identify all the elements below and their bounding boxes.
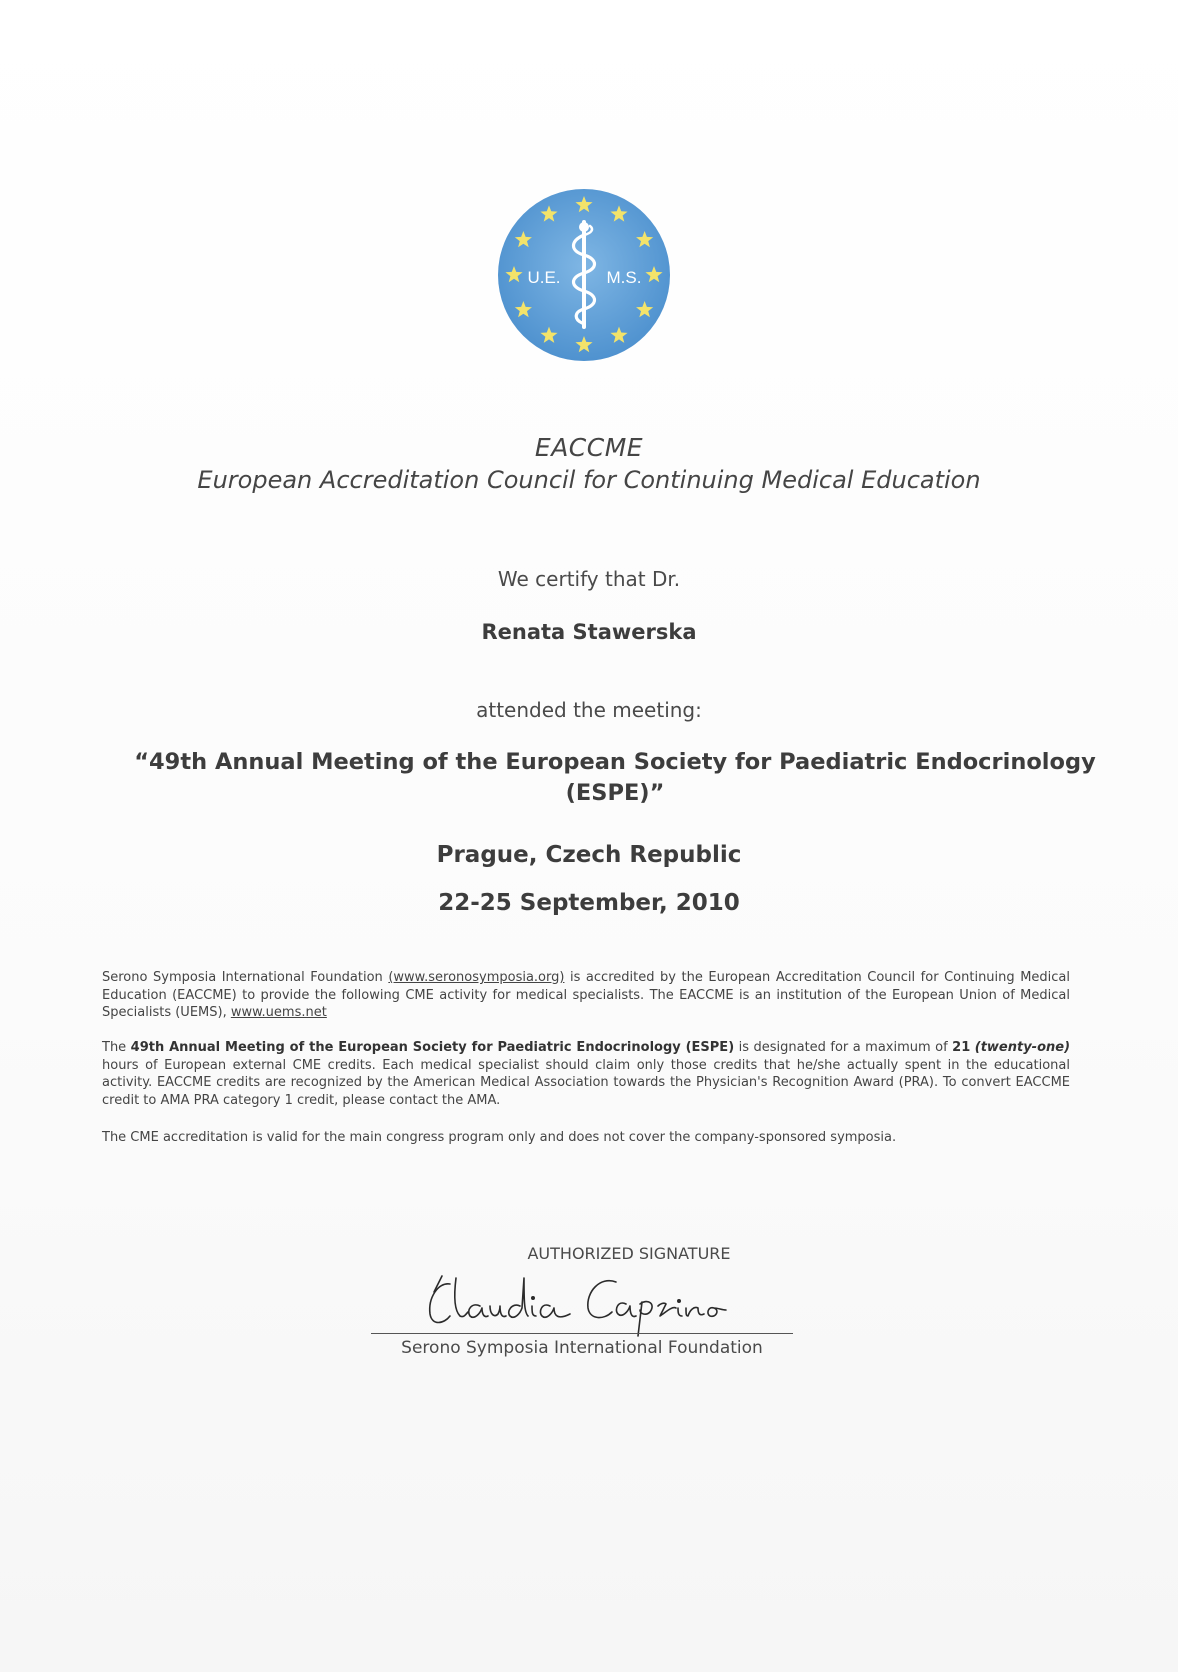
uems-logo bbox=[496, 187, 672, 363]
logo-text-right: M.S. bbox=[606, 268, 642, 287]
meeting-title: “49th Annual Meeting of the European Society for Paediatric Endocrinology (ESPE)” bbox=[134, 749, 1096, 806]
accreditation-paragraph-1 bbox=[102, 969, 1070, 1022]
handwritten-signature bbox=[420, 1258, 730, 1338]
attended-line: attended the meeting: bbox=[476, 698, 702, 722]
signature-organization: Serono Symposia International Foundation bbox=[401, 1338, 763, 1358]
text-segment: Serono Symposia International Foundation bbox=[102, 970, 389, 985]
text-segment: The bbox=[102, 1040, 131, 1055]
org-acronym: EACCME bbox=[534, 433, 644, 462]
org-full-name: European Accreditation Council for Continuing Medical Education bbox=[197, 466, 981, 494]
meeting-location: Prague, Czech Republic bbox=[436, 842, 742, 868]
accreditation-paragraph-2 bbox=[102, 1039, 1070, 1109]
logo-text-left: U.E. bbox=[527, 268, 561, 287]
credit-count: 21 bbox=[952, 1040, 971, 1055]
accreditation-paragraph-3: The CME accreditation is valid for the main congress program only and does not cover the company-sponsored symposia. bbox=[102, 1130, 897, 1145]
text-segment: hours of European external CME credits. Each medical specialist should claim only those credits that he/she actually spent in the educational activity. EACCME credits are recognized by the American Medical Association towards the Physician's Recognition Award (PRA). To convert EACCME credit to AMA PRA category 1 credit, please contact the AMA. bbox=[102, 1057, 1070, 1108]
uems-link[interactable]: www.uems.net bbox=[230, 1005, 327, 1020]
meeting-name-bold: 49th Annual Meeting of the European Society for Paediatric Endocrinology (ESPE) bbox=[130, 1040, 735, 1055]
text-segment: is designated for a maximum of bbox=[734, 1040, 953, 1055]
text-segment: is accredited by the European Accreditation Council for Continuing Medical Education (EACCME) to provide the following CME activity for medical specialists. The EACCME is an institution of the European Union of Medical Specialists (UEMS), bbox=[102, 970, 1070, 1020]
signature-label-text: AUTHORIZED SIGNATURE bbox=[527, 1244, 731, 1263]
credit-count-words: (twenty-one) bbox=[974, 1040, 1071, 1055]
signature-line bbox=[371, 1333, 793, 1334]
certify-line: We certify that Dr. bbox=[497, 567, 681, 591]
seronosymposia-link[interactable]: (www.seronosymposia.org) bbox=[388, 970, 565, 985]
meeting-dates: 22-25 September, 2010 bbox=[438, 890, 740, 916]
recipient-name: Renata Stawerska bbox=[481, 620, 697, 644]
